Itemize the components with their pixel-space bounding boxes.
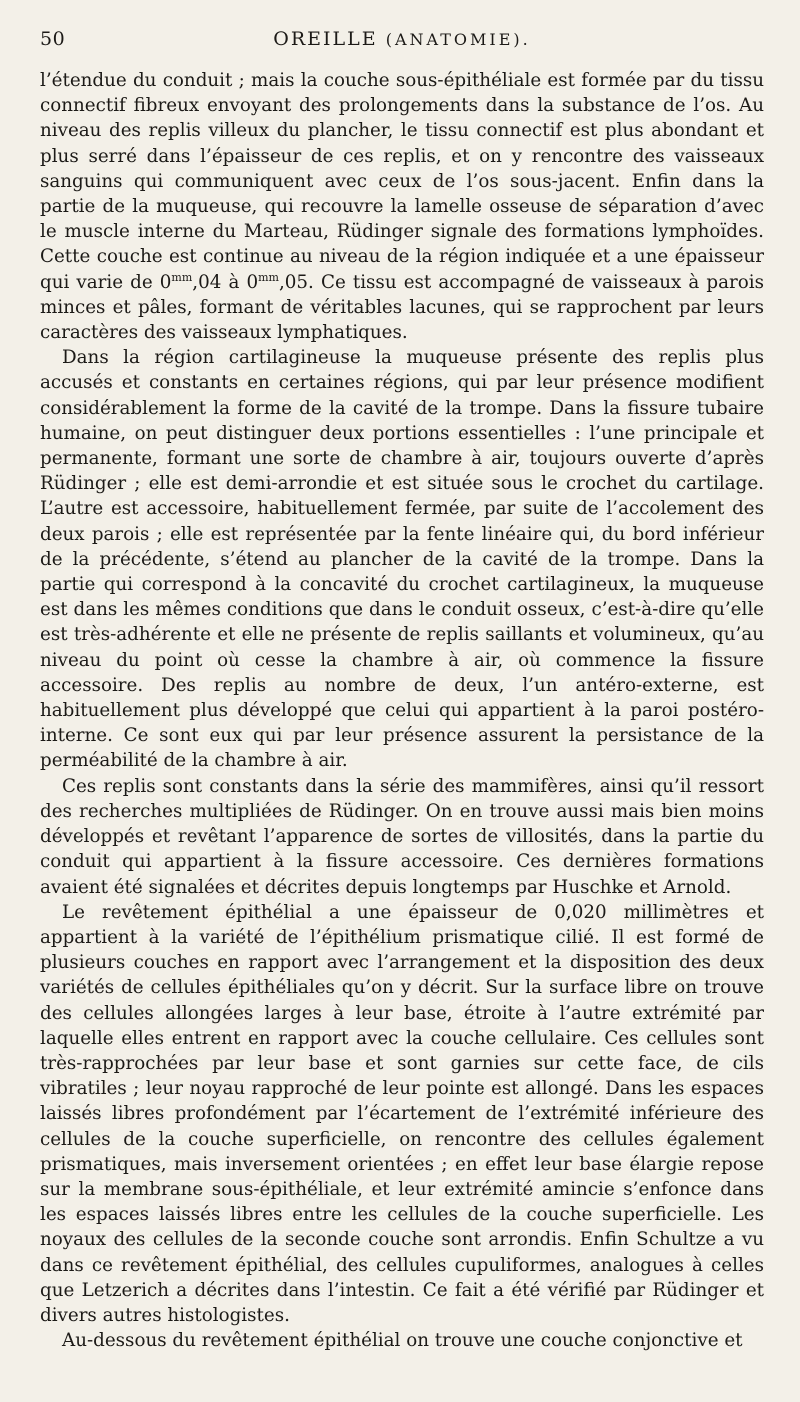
running-title	[40, 28, 764, 50]
paragraph-text: ,05. Ce tissu est accompagné de vaisseaux à parois minces et pâles, formant de véritables lacunes, qui se rapprochent par leurs caractères des vaisseaux lymphatiques.	[40, 271, 764, 344]
running-title-main: OREILLE	[273, 28, 378, 50]
page-number: 50	[40, 28, 66, 50]
running-head	[40, 28, 764, 58]
paragraph: Dans la région cartilagineuse la muqueuse présente des replis plus accusés et constants en certaines régions, qui par leur présence modifient considérablement la forme de la cavité de la trompe. Dans la fissure tubaire humaine, on peut distinguer deux portions essentielles : l’une principale et permanente, formant une sorte de chambre à air, toujours ouverte d’après Rüdinger ; elle est demi-arrondie et est située sous le crochet du cartilage. L’autre est accessoire, habituellement fermée, par suite de l’accolement des deux parois ; elle est représentée par la fente linéaire qui, du bord inférieur de la précédente, s’étend au plancher de la cavité de la trompe. Dans la partie qui correspond à la concavité du crochet cartilagineux, la muqueuse est dans les mêmes conditions que dans le conduit osseux, c’est-à-dire qu’elle est très-adhérente et elle ne présente de replis saillants et volumineux, qu’au niveau du point où cesse la chambre à air, où commence la fissure accessoire. Des replis au nombre de deux, l’un antéro-externe, est habituellement plus développé que celui qui appartient à la paroi postéro-interne. Ce sont eux qui par leur présence assurent la persistance de la perméabilité de la chambre à air.	[40, 347, 764, 772]
paragraph-continued	[40, 68, 764, 345]
body-text	[40, 68, 764, 1353]
unit-superscript: mm	[258, 270, 279, 284]
paragraph-text: l’étendue du conduit ; mais la couche sous-épithéliale est formée par du tissu connectif fibreux envoyant des prolongements dans la substance de l’os. Au niveau des replis villeux du plancher, le tissu connectif est plus abondant et plus serré dans l’épaisseur de ces replis, et on y rencontre des vaisseaux sanguins qui communiquent avec ceux de l’os sous-jacent. Enfin dans la partie de la muqueuse, qui recouvre la lamelle osseuse de séparation d’avec le muscle interne du Marteau, Rüdinger signale des formations lymphoïdes. Cette couche est continue au niveau de la région indiquée et a une épaisseur qui varie de 0	[40, 70, 764, 293]
paragraph: Ces replis sont constants dans la série des mammifères, ainsi qu’il ressort des recherches multipliées de Rüdinger. On en trouve aussi mais bien moins développés et revêtant l’apparence de sortes de villosités, dans la partie du conduit qui appartient à la fissure accessoire. Ces dernières formations avaient été signalées et décrites depuis longtemps par Huschke et Arnold.	[40, 775, 764, 898]
running-title-sub: (ANATOMIE).	[385, 30, 531, 49]
paragraph: Le revêtement épithélial a une épaisseur de 0,020 millimètres et appartient à la variété de l’épithélium prismatique cilié. Il est formé de plusieurs couches en rapport avec l’arrangement et la disposition des deux variétés de cellules épithéliales qu’on y décrit. Sur la surface libre on trouve des cellules allongées larges à leur base, étroite à l’autre extrémité par laquelle elles entrent en rapport avec la couche cellulaire. Ces cellules sont très-rapprochées par leur base et sont garnies sur cette face, de cils vibratiles ; leur noyau rapproché de leur pointe est allongé. Dans les espaces laissés libres profondément par l’écartement de l’extrémité inférieure des cellules de la couche superficielle, on rencontre des cellules également prismatiques, mais inversement orientées ; en effet leur base élargie repose sur la membrane sous-épithéliale, et leur extrémité amincie s’enfonce dans les espaces laissés libres entre les cellules de la couche superficielle. Les noyaux des cellules de la seconde couche sont arrondis. Enfin Schultze a vu dans ce revêtement épithélial, des cellules cupuliformes, analogues à celles que Letzerich a décrites dans l’intestin. Ce fait a été vérifié par Rüdinger et divers autres histologistes.	[40, 901, 764, 1326]
paragraph-text: ,04 à 0	[192, 271, 259, 293]
unit-superscript: mm	[171, 270, 193, 284]
paragraph: Au-dessous du revêtement épithélial on trouve une couche conjonctive et	[62, 1330, 743, 1352]
